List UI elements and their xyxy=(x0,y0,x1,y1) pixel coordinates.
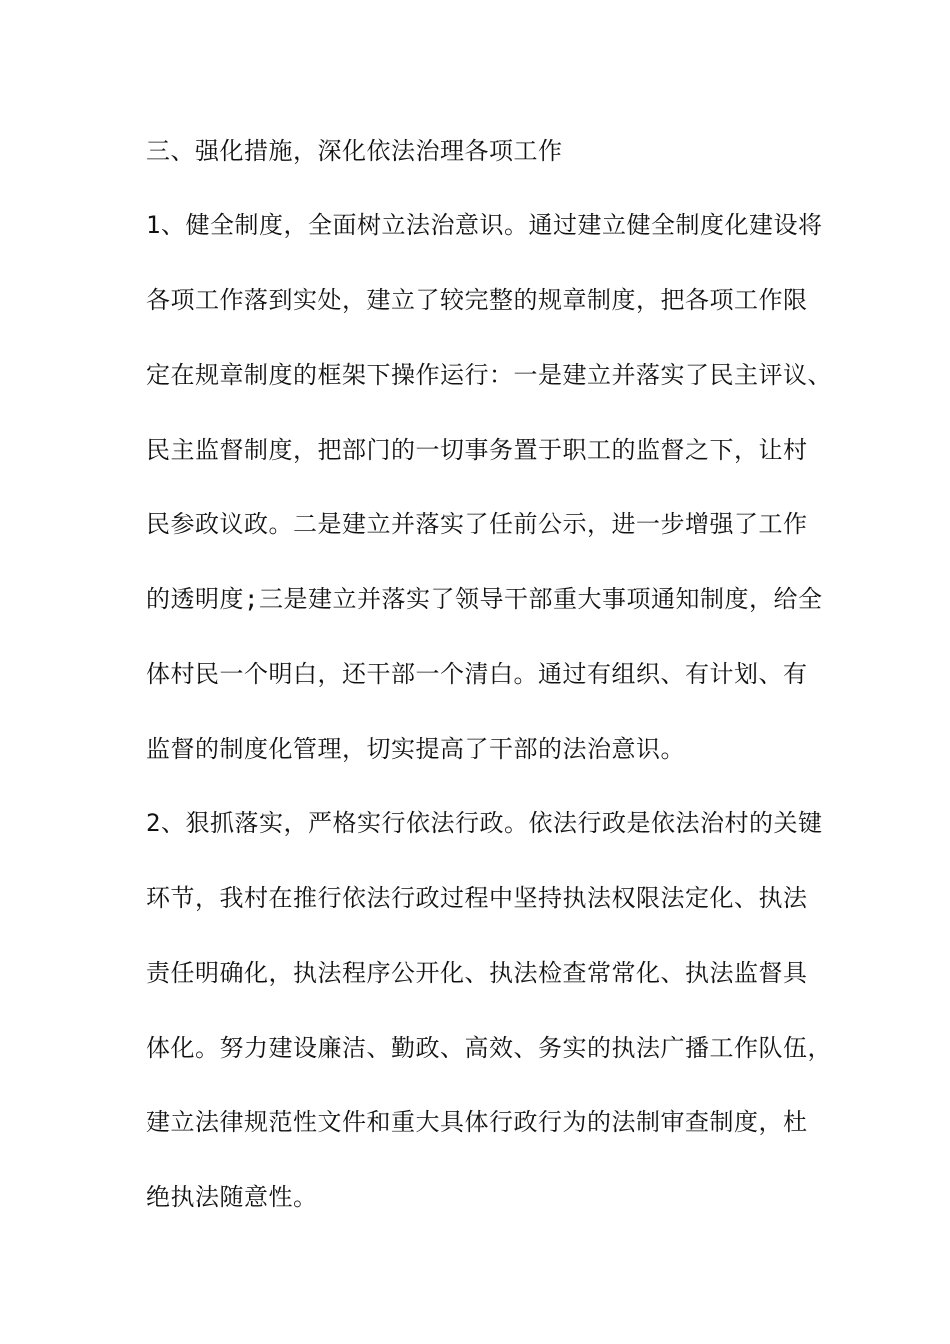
text-line: 的透明度;三是建立并落实了领导干部重大事项通知制度，给全 xyxy=(146,585,823,613)
text-line: 2、狠抓落实，严格实行依法行政。依法行政是依法治村的关键 xyxy=(146,809,823,837)
text-line: 民参政议政。二是建立并落实了任前公示，进一步增强了工作 xyxy=(146,510,808,538)
text-line: 环节，我村在推行依法行政过程中坚持执法权限法定化、执法 xyxy=(146,884,808,912)
text-line: 绝执法随意性。 xyxy=(146,1183,318,1211)
text-line: 定在规章制度的框架下操作运行：一是建立并落实了民主评议、 xyxy=(146,361,832,389)
text-line: 体化。努力建设廉洁、勤政、高效、务实的执法广播工作队伍， xyxy=(146,1034,832,1062)
text-line: 民主监督制度，把部门的一切事务置于职工的监督之下，让村 xyxy=(146,436,808,464)
section-heading: 三、强化措施，深化依法治理各项工作 xyxy=(146,137,563,165)
text-line: 各项工作落到实处，建立了较完整的规章制度，把各项工作限 xyxy=(146,286,808,314)
text-line: 1、健全制度，全面树立法治意识。通过建立健全制度化建设将 xyxy=(146,211,823,239)
text-line: 建立法律规范性文件和重大具体行政行为的法制审查制度，杜 xyxy=(146,1108,808,1136)
text-line: 责任明确化，执法程序公开化、执法检查常常化、执法监督具 xyxy=(146,959,808,987)
text-line: 监督的制度化管理，切实提高了干部的法治意识。 xyxy=(146,735,685,763)
text-line: 体村民一个明白，还干部一个清白。通过有组织、有计划、有 xyxy=(146,660,808,688)
